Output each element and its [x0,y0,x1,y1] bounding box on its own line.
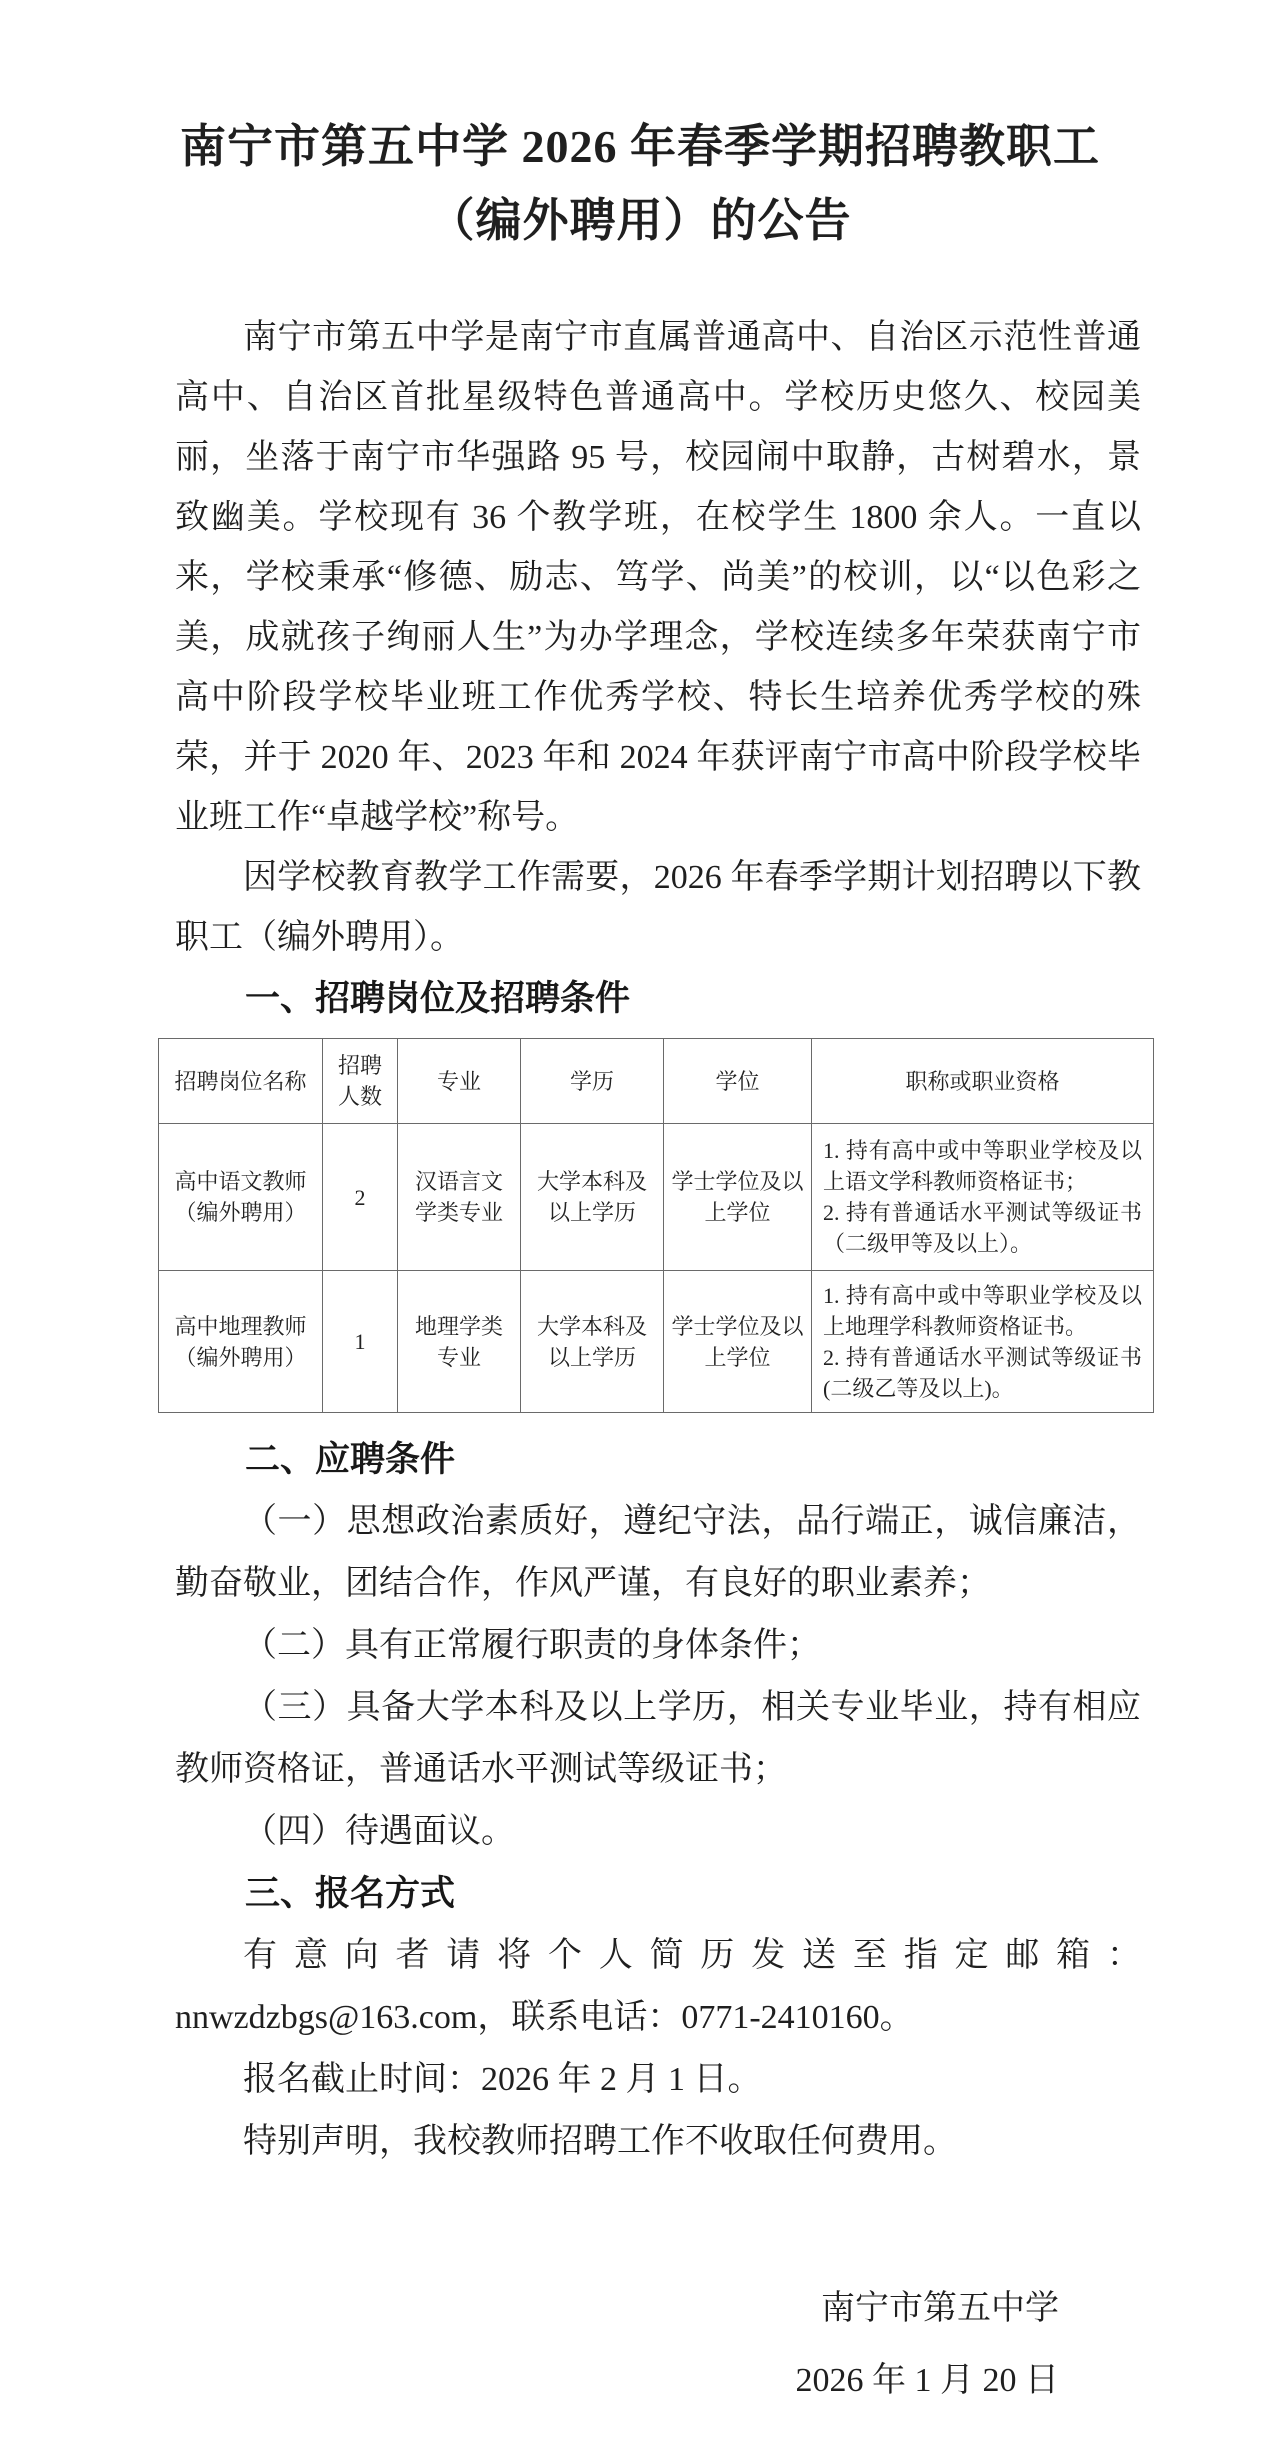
intro-paragraph-1: 南宁市第五中学是南宁市直属普通高中、自治区示范性普通高中、自治区首批星级特色普通高中。学校历史悠久、校园美丽，坐落于南宁市华强路 95 号，校园闹中取静，古树碧水，景致幽美。学校现有 36 个教学班，在校学生 1800 余人。一直以来，学校秉承“修德、励志、笃学、尚美”的校训，以“以色彩之美，成就孩子绚丽人生”为办学理念，学校连续多年荣获南宁市高中阶段学校毕业班工作优秀学校、特长生培养优秀学校的殊荣，并于 2020 年、2023 年和 2024 年获评南宁市高中阶段学校毕业班工作“卓越学校”称号。 [175,319,1141,836]
qualification-item: 1. 持有高中或中等职业学校及以上地理学科教师资格证书。 [823,1282,1142,1339]
cell-position: 高中地理教师（编外聘用） [159,1271,323,1413]
column-header-position: 招聘岗位名称 [159,1039,323,1124]
signature-block [175,2273,1141,2417]
cell-education: 大学本科及以上学历 [521,1124,664,1271]
section-requirements-heading: 二、应聘条件 [245,1440,456,1479]
document-body [175,308,1141,2417]
title-line-2: （编外聘用）的公告 [428,195,852,246]
intro-paragraph-2: 因学校教育教学工作需要，2026 年春季学期计划招聘以下教职工（编外聘用）。 [175,859,1141,956]
cell-qualifications [812,1271,1154,1413]
column-header-degree: 学位 [664,1039,812,1124]
requirement-item-3: （三）具备大学本科及以上学历，相关专业毕业，持有相应教师资格证，普通话水平测试等级证书； [175,1689,1141,1788]
section-positions-heading: 一、招聘岗位及招聘条件 [245,979,631,1018]
document-title [80,110,1200,258]
apply-mailbox-line: 有意向者请将个人简历发送至指定邮箱： [243,1937,1141,1974]
qualification-item: 2. 持有普通话水平测试等级证书(二级乙等及以上)。 [823,1344,1142,1401]
column-header-education: 学历 [521,1039,664,1124]
column-header-major: 专业 [398,1039,521,1124]
signature-date: 2026 年 1 月 20 日 [795,2362,1059,2399]
requirement-item-2: （二）具有正常履行职责的身体条件； [243,1627,821,1664]
cell-qualifications [812,1124,1154,1271]
recruitment-table [158,1038,1154,1413]
cell-headcount: 1 [323,1271,398,1413]
signature-school: 南宁市第五中学 [821,2290,1059,2327]
recruitment-table-header [159,1039,1154,1124]
apply-deadline-line: 报名截止时间：2026 年 2 月 1 日。 [243,2061,762,2098]
qualification-item: 2. 持有普通话水平测试等级证书（二级甲等及以上）。 [823,1200,1142,1256]
cell-position: 高中语文教师（编外聘用） [159,1124,323,1271]
requirement-item-1: （一）思想政治素质好，遵纪守法，品行端正，诚信廉洁，勤奋敬业，团结合作，作风严谨，有良好的职业素养； [175,1503,1141,1602]
apply-contact-line: nnwzdzbgs@163.com，联系电话：0771-2410160。 [175,1999,914,2036]
column-header-headcount: 招聘人数 [323,1039,398,1124]
qualification-item: 1. 持有高中或中等职业学校及以上语文学科教师资格证书； [823,1138,1142,1194]
column-header-qualifications: 职称或职业资格 [812,1039,1154,1124]
cell-education: 大学本科及以上学历 [521,1271,664,1413]
requirement-item-4: （四）待遇面议。 [243,1813,515,1850]
cell-major: 地理学类专业 [398,1271,521,1413]
apply-notice-line: 特别声明，我校教师招聘工作不收取任何费用。 [243,2123,957,2160]
cell-headcount: 2 [323,1124,398,1271]
section-apply-heading: 三、报名方式 [245,1874,456,1913]
cell-degree: 学士学位及以上学位 [664,1271,812,1413]
title-line-1: 南宁市第五中学 2026 年春季学期招聘教职工 [180,121,1100,172]
cell-major: 汉语言文学类专业 [398,1124,521,1271]
table-row [159,1124,1154,1271]
cell-degree: 学士学位及以上学位 [664,1124,812,1271]
table-row [159,1271,1154,1413]
